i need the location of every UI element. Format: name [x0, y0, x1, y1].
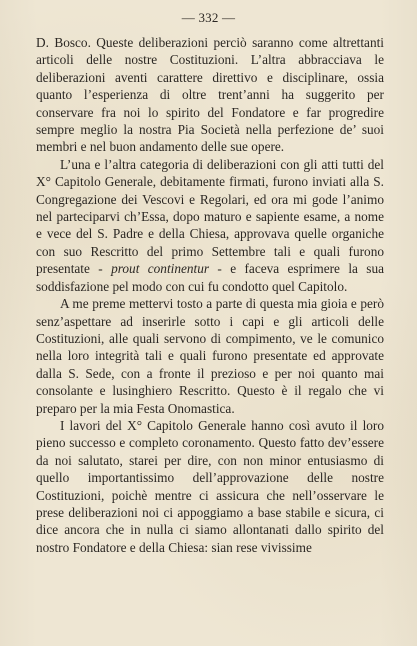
- paragraph-4: [36, 417, 384, 556]
- page-number: — 332 —: [181, 10, 236, 25]
- paragraph-1-text: D. Bosco. Queste deliberazioni perciò saranno come altrettanti articoli delle nostre Costituzioni. L’altra abbracciava le deliberazioni aventi carattere direttivo e disciplinare, ossia quanto l’esperienza di oltre trent’anni ha suggerito per conservare fra noi lo spirito del Fondatore e far progredire sempre meglio la nostra Pia Società nella perfezione de’ suoi membri e nel buon andamento delle sue opere.: [36, 35, 384, 155]
- paragraph-4-text: I lavori del X° Capitolo Generale hanno così avuto il loro pieno successo e completo coronamento. Questo fatto dev’essere da noi salutato, starei per dire, con non minor entusiasmo di quello importantissimo dell’approvazione delle nostre Costituzioni, poichè mentre ci assicura che nell’osservare le prese deliberazioni noi ci appoggiamo a base stabile e sicura, ci dice ancora che in nulla ci siamo allontanati dallo spirito del nostro Fondatore e della Chiesa: sian rese vivissime: [36, 417, 384, 555]
- paragraph-2-italic-phrase: prout continentur: [111, 261, 210, 277]
- paragraph-1: [36, 34, 384, 156]
- paragraph-2-text-before: L’una e l’altra categoria di deliberazioni con gli atti tutti del X° Capitolo Generale, debitamente firmati, furono inviati alla S. Congregazione dei Vescovi e Regolari, ed ora mi gode l’animo nel parteciparvi ch’Essa, dopo maturo e sapiente esame, a nome e vece del S. Padre e della Chiesa, approvava quelle organiche con suo Rescritto del primo Settembre tali e quali furono presentate -: [36, 156, 384, 277]
- paragraph-2: [36, 156, 384, 295]
- paragraph-2-text-after: - e faceva esprimere la sua soddisfazione pel modo con cui fu condotto quel Capitolo.: [36, 261, 385, 294]
- page-body-text: [36, 34, 384, 556]
- paragraph-3-text: A me preme mettervi tosto a parte di questa mia gioia e però senz’aspettare ad inserirle sotto i capi e gli articoli delle Costituzioni, alle quali servono di compimento, ve le comunico nella loro integrità tali e quali furono presentate ed approvate dalla S. Sede, con a fronte il prezioso e per noi quanto mai consolante e lusinghiero Rescritto. Questo è il regalo che vi preparo per la mia Festa Onomastica.: [36, 296, 384, 416]
- paragraph-3: [36, 295, 384, 417]
